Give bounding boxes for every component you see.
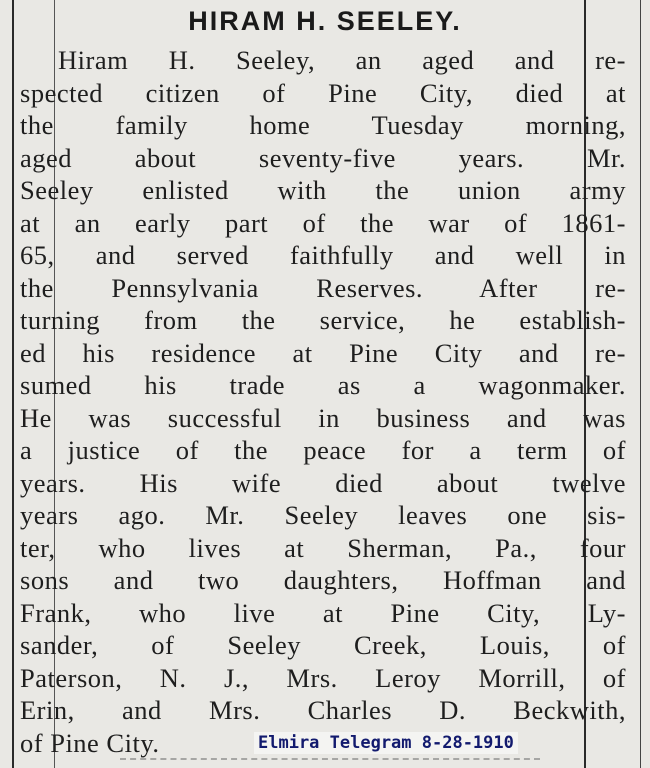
article-line: aged about seventy-five years. Mr.: [20, 142, 626, 173]
cropped-next-headline: [120, 758, 540, 768]
article-line: Erin, and Mrs. Charles D. Beckwith,: [20, 695, 626, 725]
article-line: sons and two daughters, Hoffman and: [20, 565, 626, 595]
column-rule-far-right: [640, 0, 641, 768]
article-line: Paterson, N. J., Mrs. Leroy Morrill, of: [20, 662, 626, 693]
article-line: the family home Tuesday morning,: [20, 110, 626, 140]
article-line: sumed his trade as a wagonmaker.: [20, 370, 626, 400]
article-body: [20, 44, 626, 759]
article-line: years. His wife died about twelve: [20, 467, 626, 498]
article-line: ter, who lives at Sherman, Pa., four: [20, 532, 626, 563]
article-line: at an early part of the war of 1861-: [20, 207, 626, 238]
article-line: He was successful in business and was: [20, 402, 626, 433]
article-line: Seeley enlisted with the union army: [20, 175, 626, 205]
article-line: years ago. Mr. Seeley leaves one sis-: [20, 500, 626, 530]
article-line: a justice of the peace for a term of: [20, 435, 626, 465]
source-credit: Elmira Telegram 8-28-1910: [254, 732, 518, 754]
article-line: 65, and served faithfully and well in: [20, 240, 626, 270]
article-line: the Pennsylvania Reserves. After re-: [20, 272, 626, 303]
article-line: Frank, who live at Pine City, Ly-: [20, 597, 626, 628]
article-line: turning from the service, he establish-: [20, 305, 626, 335]
article-line: Hiram H. Seeley, an aged and re-: [58, 45, 626, 75]
article-line: sander, of Seeley Creek, Louis, of: [20, 630, 626, 660]
column-rule-left: [12, 0, 14, 768]
article-line: spected citizen of Pine City, died at: [20, 77, 626, 108]
article-headline: HIRAM H. SEELEY.: [188, 6, 462, 36]
article-line: ed his residence at Pine City and re-: [20, 337, 626, 368]
article-line: of Pine City.: [20, 727, 160, 758]
